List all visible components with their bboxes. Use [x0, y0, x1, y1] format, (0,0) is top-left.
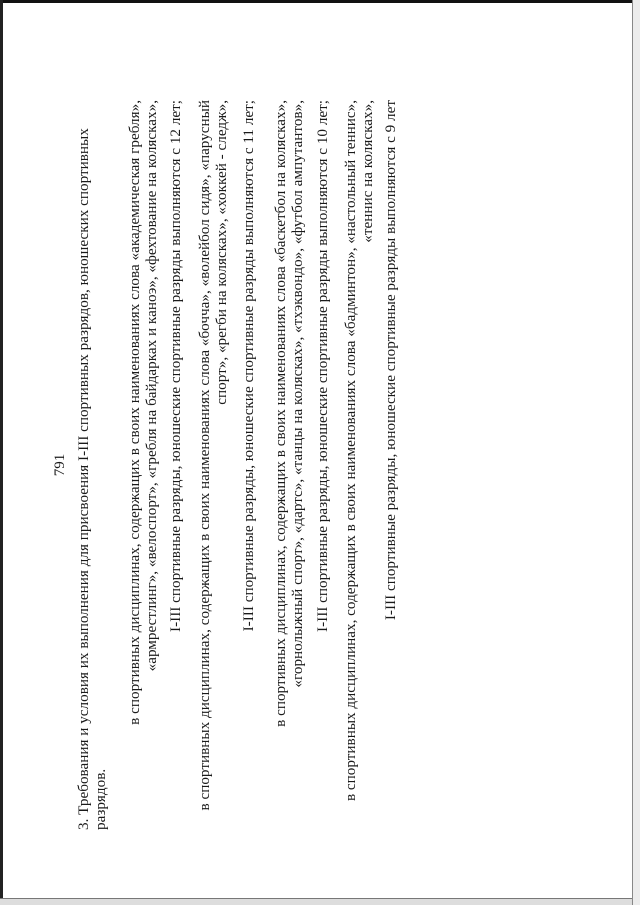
heading-line-2: разрядов. — [92, 768, 109, 830]
section-4-line-1: в спортивных дисциплинах, содержащих в своих наименованиях слова «бадминтон», «настольный теннис», — [342, 100, 359, 802]
section-4-line-2: «теннис на колясках», — [359, 100, 376, 243]
section-2-line-2: спорт», «регби на колясках», «хоккей - следж», — [213, 100, 230, 405]
section-4-condition: I-III спортивные разряды, юношеские спортивные разряды выполняются с 9 лет — [382, 100, 399, 621]
section-2-condition: I-III спортивные разряды, юношеские спортивные разряды выполняются с 11 лет; — [240, 100, 257, 632]
scan-edge-top — [0, 0, 640, 3]
section-1-line-1: в спортивных дисциплинах, содержащих в своих наименованиях слова «академическая гребля», — [126, 100, 143, 725]
scan-edge-left — [0, 0, 3, 905]
page-number: 791 — [52, 453, 68, 477]
scan-edge-bottom — [0, 898, 640, 905]
heading-line-1: 3. Требования и условия их выполнения для присвоения I-III спортивных разрядов, юношеских спортивных — [75, 128, 92, 830]
section-3-condition: I-III спортивные разряды, юношеские спортивные разряды выполняются с 10 лет; — [314, 100, 331, 632]
section-1-line-2: «армрестлинг», «велоспорт», «гребля на байдарках и каноэ», «фехтование на колясках», — [143, 100, 160, 672]
section-3-line-1: в спортивных дисциплинах, содержащих в своих наименованиях слова «баскетбол на колясках», — [272, 100, 289, 727]
section-2-line-1: в спортивных дисциплинах, содержащих в своих наименованиях слова «бочча», «волейбол сидя», «парусный — [196, 100, 213, 811]
scan-edge-bottom-line — [0, 898, 640, 899]
section-1-condition: I-III спортивные разряды, юношеские спортивные разряды выполняются с 12 лет; — [167, 100, 184, 632]
section-3-line-2: «горнолыжный спорт», «дартс», «танцы на колясках», «тхэквондо», «футбол ампутантов», — [289, 100, 306, 688]
scan-edge-right — [632, 0, 640, 905]
rotated-document-page — [50, 100, 550, 830]
scan-edge-right-line — [632, 0, 633, 905]
